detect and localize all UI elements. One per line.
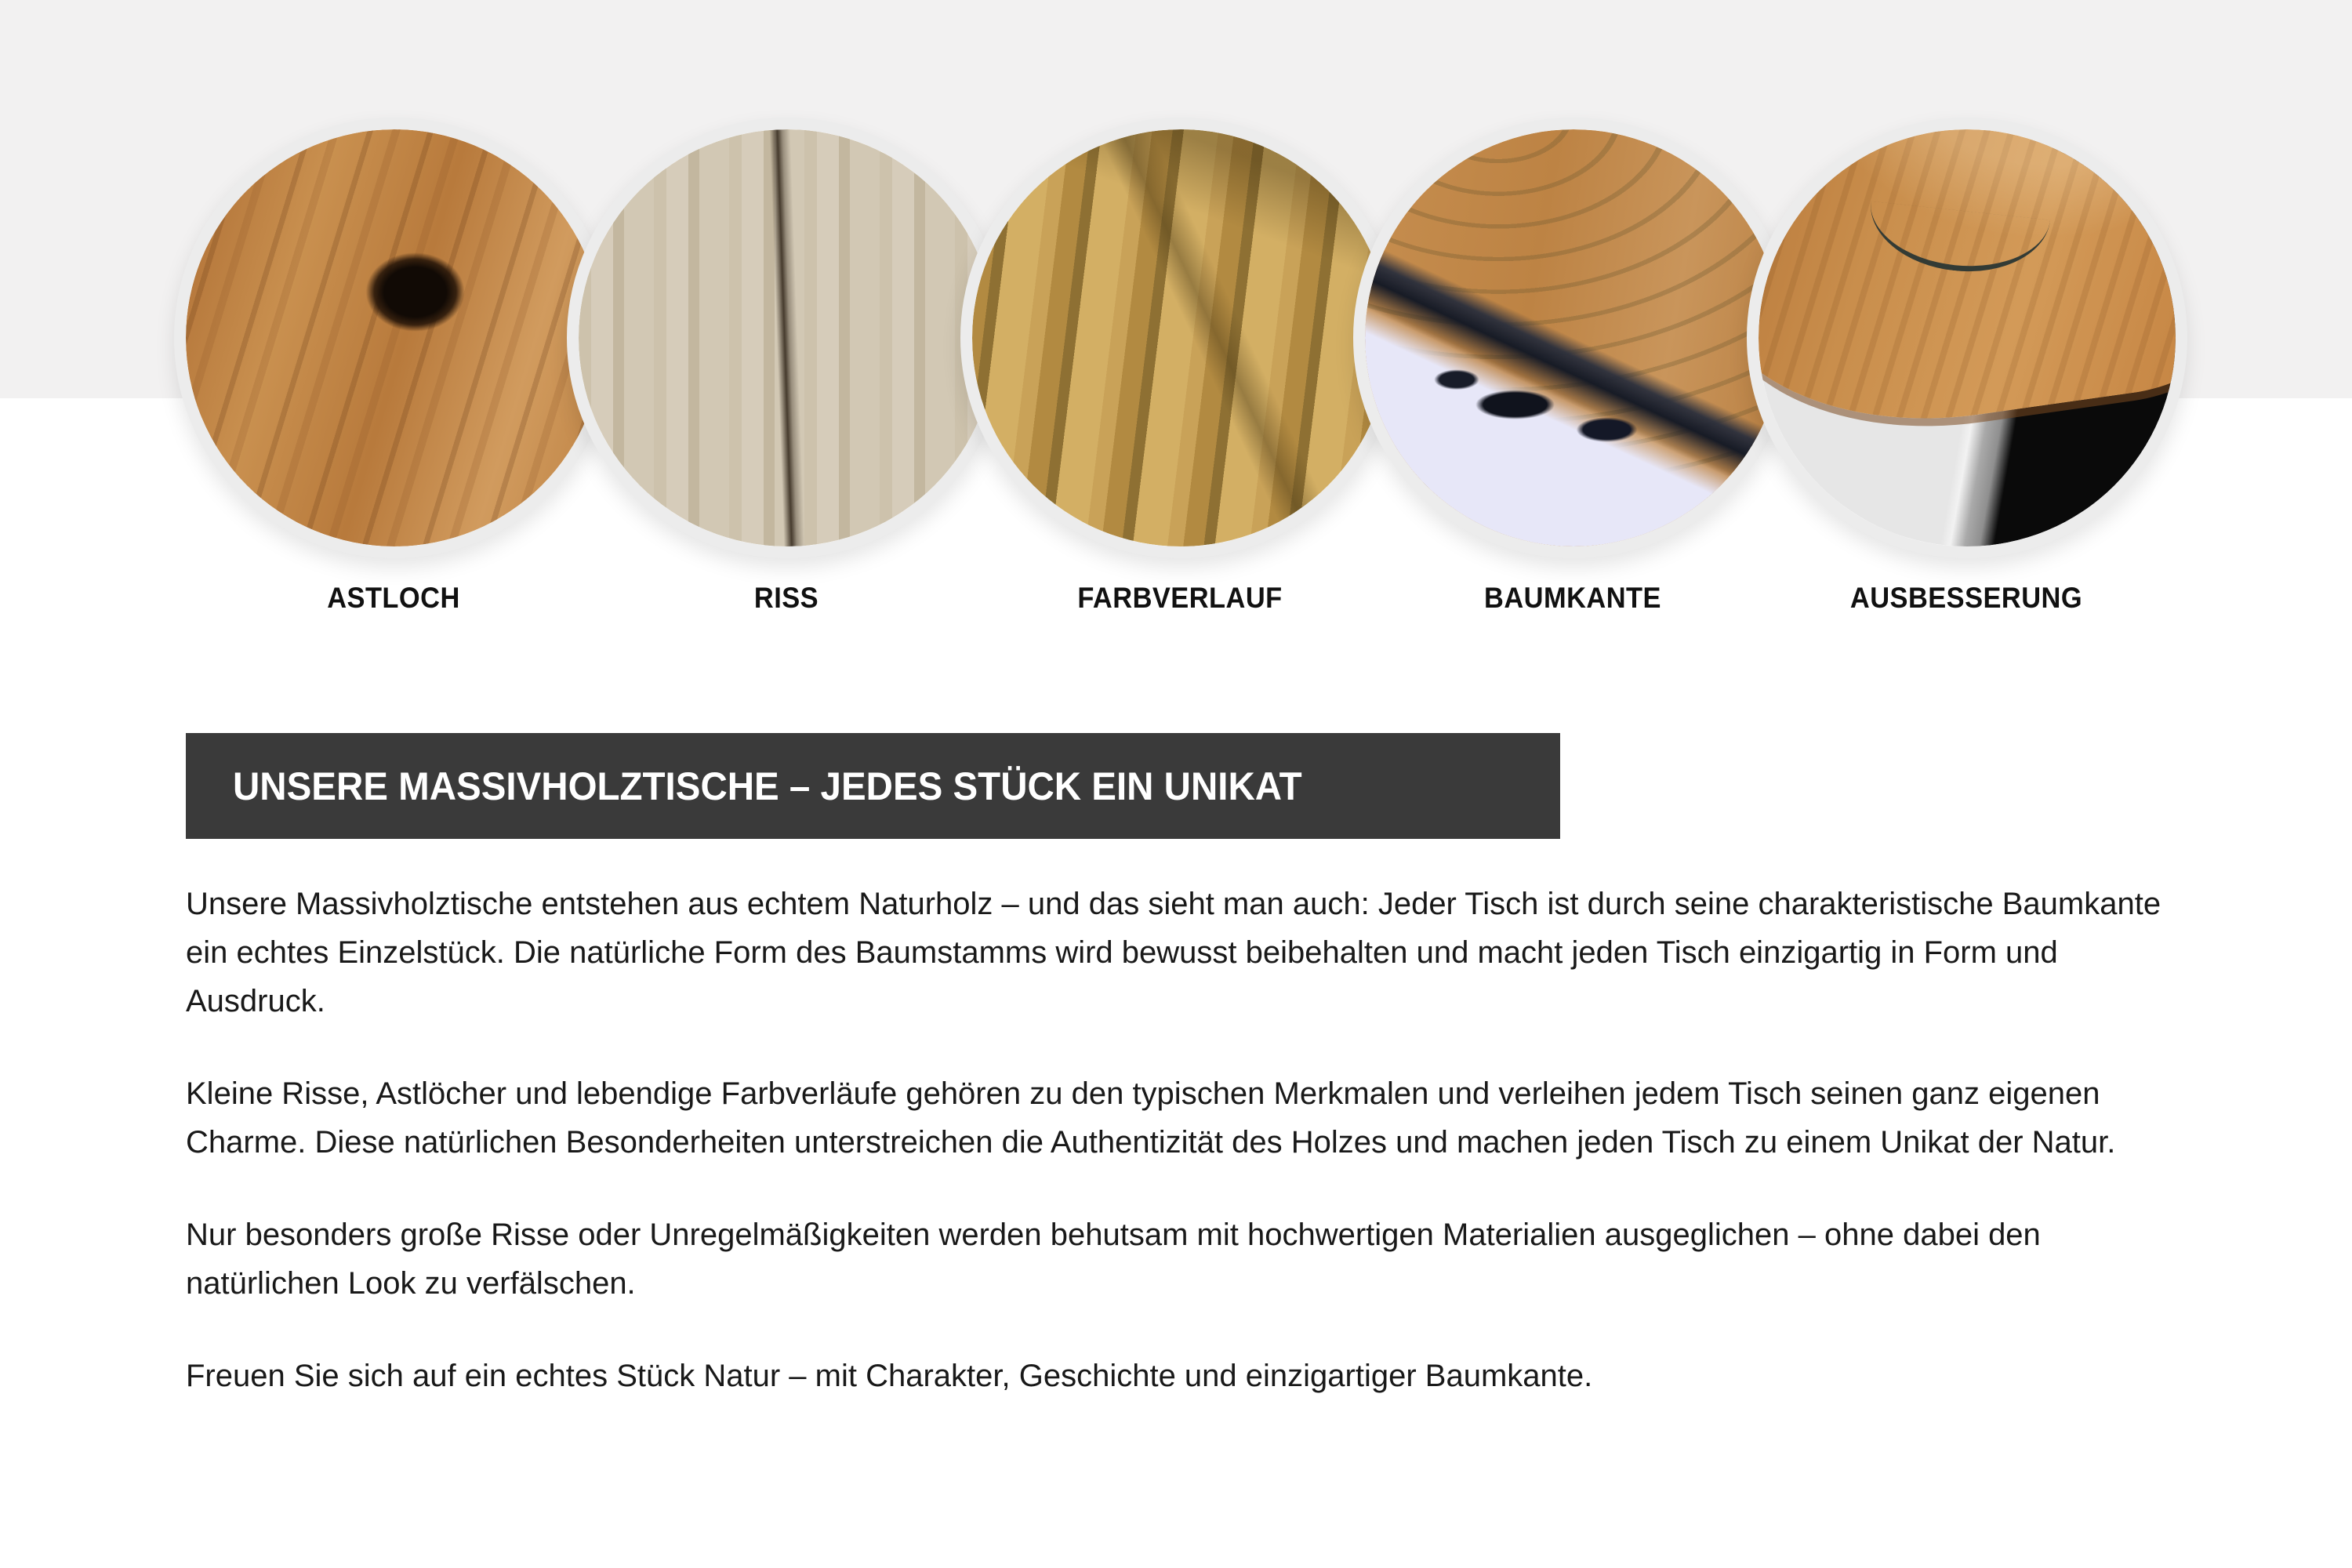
live-edge-photo xyxy=(1365,129,1782,546)
photo-circle-astloch xyxy=(174,118,615,558)
photo-circle-riss xyxy=(567,118,1007,558)
paragraph-4: Freuen Sie sich auf ein echtes Stück Natur – mit Charakter, Geschichte und einzigartiger Baumkante. xyxy=(186,1359,1593,1393)
paragraph-1: Unsere Massivholztische entstehen aus echtem Naturholz – und das sieht man auch: Jeder Tisch ist durch seine charakteristische Baumkante ein echtes Einzelstück. Die natürliche Form des Baumstamms wird bewusst beibehalten und macht jeden Tisch einzigartig in Form und Ausdruck. xyxy=(186,887,2161,1018)
section-banner xyxy=(186,733,1560,839)
feature-label-baumkante: BAUMKANTE xyxy=(1484,582,1661,614)
body-copy xyxy=(186,880,2169,1444)
section-title: UNSERE MASSIVHOLZTISCHE – JEDES STÜCK EIN UNIKAT xyxy=(233,764,1302,808)
table-corner-detail xyxy=(1759,129,2176,449)
wood-knot-photo xyxy=(186,129,603,546)
wood-color-gradient-photo xyxy=(972,129,1389,546)
feature-label-riss: RISS xyxy=(753,582,819,614)
feature-label-astloch: ASTLOCH xyxy=(327,582,460,614)
photo-circle-baumkante xyxy=(1353,118,1794,558)
feature-label-ausbesserung: AUSBESSERUNG xyxy=(1849,582,2083,614)
feature-label-farbverlauf: FARBVERLAUF xyxy=(1077,582,1283,614)
photo-circle-farbverlauf xyxy=(960,118,1401,558)
paragraph-3: Nur besonders große Risse oder Unregelmäßigkeiten werden behutsam mit hochwertigen Materialien ausgeglichen – ohne dabei den natürlichen Look zu verfälschen. xyxy=(186,1218,2041,1301)
paragraph-2: Kleine Risse, Astlöcher und lebendige Farbverläufe gehören zu den typischen Merkmalen und verleihen jedem Tisch seinen ganz eigenen Charme. Diese natürlichen Besonderheiten unterstreichen die Authentizität des Holzes und machen jeden Tisch zu einem Unikat der Natur. xyxy=(186,1076,2116,1160)
photo-circle-ausbesserung xyxy=(1747,118,2187,558)
wood-crack-photo xyxy=(579,129,996,546)
repaired-corner-photo xyxy=(1759,129,2176,546)
repaired-crack-detail xyxy=(1864,201,2049,280)
bark-edge-detail xyxy=(1365,129,1782,546)
